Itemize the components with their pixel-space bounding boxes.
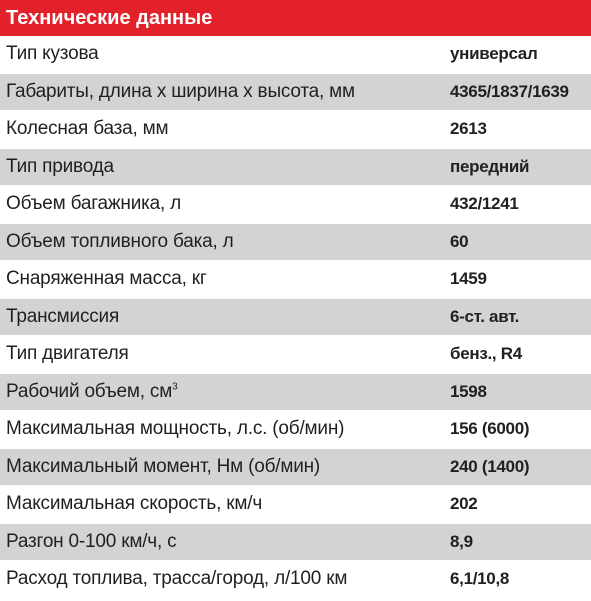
- table-row: [0, 449, 591, 487]
- table-title: Технические данные: [0, 0, 591, 36]
- row-value: универсал: [450, 44, 538, 64]
- row-label: Максимальный момент, Нм (об/мин): [6, 455, 321, 477]
- row-value: 4365/1837/1639: [450, 81, 569, 101]
- row-value: передний: [450, 156, 530, 176]
- row-label: Максимальная скорость, км/ч: [6, 493, 263, 515]
- table-row: [0, 36, 591, 74]
- row-value: бенз., R4: [450, 344, 522, 364]
- row-label: Объем топливного бака, л: [6, 230, 234, 252]
- table-row: [0, 374, 591, 412]
- table-row: [0, 111, 591, 149]
- row-label: Объем багажника, л: [6, 193, 182, 215]
- table-row: [0, 486, 591, 524]
- table-row: [0, 149, 591, 187]
- table-row: [0, 411, 591, 449]
- row-label: Снаряженная масса, кг: [6, 268, 207, 290]
- row-value: 6,1/10,8: [450, 569, 510, 589]
- row-label: Расход топлива, трасса/город, л/100 км: [6, 568, 348, 590]
- row-label: Колесная база, мм: [6, 118, 169, 140]
- row-value: 60: [450, 231, 469, 251]
- table-row: [0, 186, 591, 224]
- row-value: 1598: [450, 381, 487, 401]
- superscript-3: 3: [172, 381, 178, 393]
- table-row: [0, 74, 591, 112]
- row-value: 6-ст. авт.: [450, 306, 520, 326]
- row-label: Габариты, длина х ширина х высота, мм: [6, 80, 355, 102]
- row-value: 432/1241: [450, 194, 519, 214]
- row-label-text: Рабочий объем, см: [6, 380, 173, 402]
- specs-rows: [0, 36, 591, 599]
- row-value: 156 (6000): [450, 419, 530, 439]
- row-label: Тип привода: [6, 155, 114, 177]
- row-value: 1459: [450, 269, 487, 289]
- table-row: [0, 224, 591, 262]
- table-row: [0, 336, 591, 374]
- table-row: [0, 561, 591, 599]
- row-label: Разгон 0-100 км/ч, с: [6, 530, 177, 552]
- row-label: Тип кузова: [6, 43, 99, 65]
- row-value: 202: [450, 494, 478, 514]
- row-label: Трансмиссия: [6, 305, 120, 327]
- row-label: [0, 381, 450, 403]
- table-row: [0, 524, 591, 562]
- row-label: Тип двигателя: [6, 343, 129, 365]
- row-value: 240 (1400): [450, 456, 530, 476]
- row-value: 2613: [450, 119, 487, 139]
- row-value: 8,9: [450, 531, 473, 551]
- table-row: [0, 261, 591, 299]
- table-row: [0, 299, 591, 337]
- row-label: Максимальная мощность, л.с. (об/мин): [6, 418, 345, 440]
